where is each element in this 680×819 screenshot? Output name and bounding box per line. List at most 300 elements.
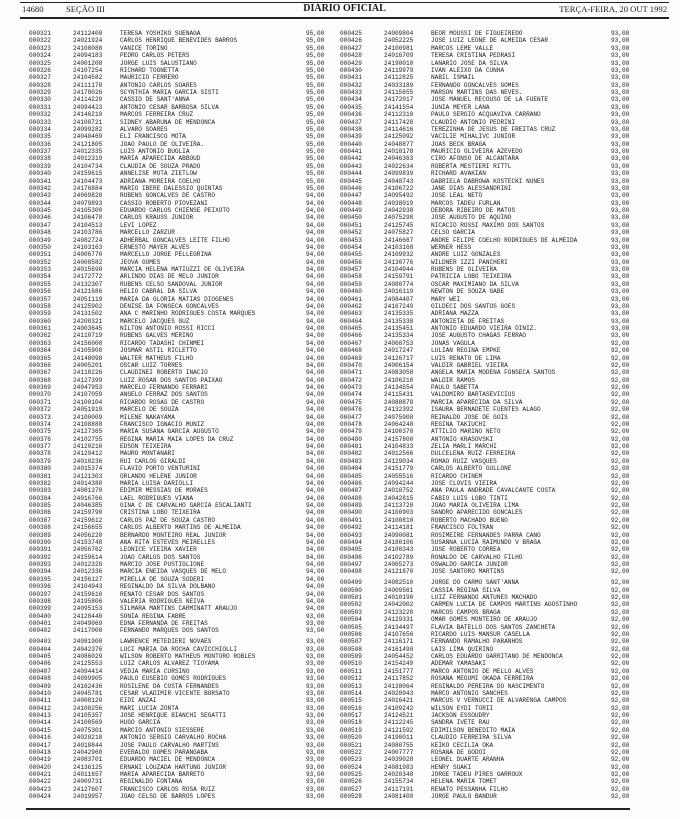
candidate-name: WALDIR RAMOS <box>431 376 475 384</box>
score: 92,00 <box>611 785 630 793</box>
score: 93,00 <box>306 689 325 697</box>
table-row <box>29 384 329 391</box>
score: 95,00 <box>306 44 325 52</box>
sequence-number: 000461 <box>340 295 362 303</box>
score: 92,00 <box>611 347 630 355</box>
registration-number: 24146667 <box>384 236 414 244</box>
table-row <box>29 734 329 741</box>
sequence-number: 000380 <box>29 465 51 473</box>
score: 93,00 <box>611 236 630 244</box>
sequence-number: 000487 <box>340 487 362 495</box>
score: 94,00 <box>306 295 325 303</box>
table-row <box>29 719 329 726</box>
candidate-name: CARMEN LUCIA DE CAMPOS MARTINS AGOSTINHO <box>431 601 578 609</box>
candidate-name: EDSON TEIXEIRA <box>120 443 172 450</box>
table-row <box>29 697 329 704</box>
sequence-number: 000523 <box>340 756 362 764</box>
candidate-name: RUBENS GONCALVES DE CASTRO <box>120 192 216 200</box>
table-row <box>29 683 329 690</box>
sequence-number: 000387 <box>29 516 51 524</box>
candidate-name: LULIAN REGINA EMPKE <box>431 347 501 355</box>
table-row <box>340 82 650 89</box>
registration-number: 24001208 <box>73 59 103 67</box>
sequence-number: 000429 <box>340 59 362 67</box>
registration-number: 24126717 <box>384 354 414 362</box>
registration-number: 24156127 <box>73 575 103 583</box>
sequence-number: 000491 <box>340 516 362 524</box>
table-row <box>29 450 329 457</box>
score: 93,00 <box>306 778 325 786</box>
sequence-number: 000471 <box>340 369 362 377</box>
sequence-number: 000424 <box>29 793 51 801</box>
candidate-name: RUBENS CELSO SANDOVAL JUNIOR <box>120 280 223 288</box>
sequence-number: 000355 <box>29 280 51 288</box>
candidate-name: ANGELO FERRAZ DOS SANTOS <box>120 391 208 399</box>
candidate-name: LUIS RENATO DE LIMA <box>431 354 501 362</box>
registration-number: 24081400 <box>384 793 414 801</box>
score: 94,00 <box>306 457 325 465</box>
registration-number: 24095153 <box>73 605 103 613</box>
sequence-number: 000519 <box>340 726 362 734</box>
candidate-name: LAWRENCE METEDIERI NOVAES <box>120 638 212 646</box>
sequence-number: 000399 <box>29 605 51 613</box>
sequence-number: 000503 <box>340 608 362 616</box>
candidate-name: MARCO ANTONIO DE MELLO ALVES <box>431 667 534 675</box>
registration-number: 24138064 <box>384 682 414 690</box>
table-row <box>340 450 650 457</box>
candidate-name: ANTONIO CESAR BARBOSA SILVA <box>120 103 219 111</box>
score: 94,00 <box>306 354 325 362</box>
table-row <box>29 310 329 317</box>
registration-number: 24154249 <box>384 660 414 668</box>
candidate-name: JOSE CLOVIS VIEIRA <box>431 479 497 487</box>
registration-number: 24129034 <box>384 457 414 465</box>
table-row <box>340 764 650 771</box>
score: 95,00 <box>306 184 325 192</box>
score: 95,00 <box>306 96 325 104</box>
score: 95,00 <box>306 66 325 74</box>
registration-number: 24042960 <box>73 748 103 756</box>
sequence-number: 000476 <box>340 406 362 414</box>
registration-number: 24090081 <box>384 531 414 539</box>
score: 92,00 <box>611 741 630 749</box>
sequence-number: 000497 <box>340 561 362 568</box>
sequence-number: 000430 <box>340 66 362 74</box>
score: 92,00 <box>611 653 630 660</box>
table-row <box>340 155 650 162</box>
score: 94,00 <box>306 376 325 384</box>
registration-number: 24051119 <box>73 295 103 303</box>
score: 92,00 <box>611 339 630 347</box>
candidate-name: DENISE DA FONSECA GONCALVES <box>120 302 219 310</box>
table-row <box>29 487 329 494</box>
sequence-number: 000460 <box>340 288 362 296</box>
candidate-name: ROSIMEIRE FERNANDES PARRA CANO <box>431 531 541 539</box>
score: 94,00 <box>306 302 325 310</box>
score: 93,00 <box>611 103 630 111</box>
table-row <box>29 660 329 667</box>
registration-number: 24146210 <box>73 111 103 119</box>
registration-number: 24107656 <box>384 630 414 638</box>
registration-number: 24105300 <box>73 207 103 214</box>
registration-number: 24114181 <box>384 524 414 532</box>
sequence-number: 000526 <box>340 778 362 786</box>
table-row <box>340 473 650 480</box>
table-row <box>340 690 650 697</box>
registration-number: 24100256 <box>73 704 103 712</box>
candidate-name: PATRICIA LOBO TEIXEIRA <box>431 273 512 281</box>
sequence-number: 000413 <box>29 712 51 719</box>
score: 94,00 <box>306 280 325 288</box>
candidate-name: EDUARDO MACIEL DE MENDONCA <box>120 756 216 764</box>
registration-number: 24016119 <box>384 288 414 296</box>
sequence-number: 000525 <box>340 771 362 778</box>
table-row <box>340 37 650 44</box>
candidate-name: CESAR VLADIMIR VICENTE BORSATO <box>120 689 230 697</box>
registration-number: 24046385 <box>73 502 103 509</box>
score: 92,00 <box>611 660 630 668</box>
sequence-number: 000340 <box>29 170 51 178</box>
table-row <box>29 170 329 177</box>
score: 92,00 <box>611 748 630 756</box>
candidate-name: REINALDO JOSE DE GOIS <box>431 413 508 421</box>
registration-number: 24172772 <box>73 273 103 281</box>
score: 94,00 <box>306 428 325 436</box>
candidate-name: JANE DIAS ALESSANDRINI <box>431 184 512 192</box>
candidate-name: SANDRO APARECIDO GONCALES <box>431 509 523 517</box>
score: 93,00 <box>611 221 630 229</box>
registration-number: 24159615 <box>73 170 103 178</box>
table-row <box>340 458 650 465</box>
candidate-name: TERESA YOSHIKO SUENAGA <box>120 30 201 37</box>
registration-number: 24042815 <box>384 494 414 502</box>
sequence-number: 000457 <box>340 266 362 273</box>
registration-number: 24127607 <box>73 785 103 793</box>
table-row <box>340 734 650 741</box>
table-row <box>29 391 329 398</box>
table-row <box>340 332 650 339</box>
score: 94,00 <box>306 236 325 244</box>
table-row <box>29 576 329 583</box>
candidate-name: CARLOS PAZ DE SOUZA CASTRO <box>120 516 216 524</box>
score: 94,00 <box>306 391 325 399</box>
registration-number: 24009804 <box>384 30 414 37</box>
sequence-number: 000440 <box>340 140 362 148</box>
score: 92,00 <box>611 793 630 801</box>
table-row <box>340 587 650 594</box>
score: 92,00 <box>611 623 630 631</box>
sequence-number: 000329 <box>29 89 51 96</box>
registration-number: 24151777 <box>384 667 414 675</box>
candidate-name: ANTONIETA DE FREITAS <box>431 317 505 325</box>
candidate-name: RICARDO CHINEM <box>431 472 483 480</box>
sequence-number: 000388 <box>29 524 51 532</box>
candidate-name: JOSE SANTORO MARTINS <box>431 568 505 576</box>
table-row <box>340 697 650 704</box>
score: 93,00 <box>306 771 325 778</box>
table-row <box>29 133 329 140</box>
sequence-number: 000454 <box>340 243 362 251</box>
sequence-number: 000414 <box>29 719 51 727</box>
registration-number: 24065273 <box>384 561 414 568</box>
score: 94,00 <box>306 494 325 502</box>
sequence-number: 000368 <box>29 376 51 384</box>
sequence-number: 000468 <box>340 347 362 355</box>
table-row <box>340 111 650 118</box>
score: 92,00 <box>611 586 630 594</box>
registration-number: 24064248 <box>384 420 414 428</box>
candidate-name: LEONICE VIEIRA XAVIER <box>120 546 197 554</box>
table-row <box>29 266 329 273</box>
registration-number: 24102789 <box>384 553 414 561</box>
candidate-name: JONAS VAGULA <box>431 339 475 347</box>
candidate-name: ORLANDO HELENE JUNIOR <box>120 472 197 480</box>
candidate-name: MARIA APARECIDA ABBOUD <box>120 155 201 163</box>
score: 92,00 <box>611 616 630 624</box>
table-row <box>340 428 650 435</box>
sequence-number: 000528 <box>340 793 362 801</box>
table-row <box>29 244 329 251</box>
registration-number: 24094244 <box>384 479 414 487</box>
registration-number: 24104582 <box>73 74 103 82</box>
score: 95,00 <box>306 162 325 170</box>
sequence-number: 000498 <box>340 568 362 576</box>
table-row <box>340 74 650 81</box>
score: 95,00 <box>306 37 325 45</box>
candidate-name: FLAVIA BATELLO DOS SANTOS ZANCHETA <box>431 623 556 631</box>
candidate-name: MARCOS FERREIRA CRUZ <box>120 111 194 119</box>
score: 94,00 <box>306 546 325 554</box>
candidate-name: RICARDO LUIS MANSUR CASELLA <box>431 630 530 638</box>
score: 93,00 <box>611 184 630 192</box>
candidate-name: IVAN ALEIXO DA CUNHA <box>431 66 505 74</box>
registration-number: 24106722 <box>384 184 414 192</box>
registration-number: 24155734 <box>384 778 414 786</box>
sequence-number: 000396 <box>29 583 51 591</box>
score: 94,00 <box>306 192 325 200</box>
sequence-number: 000474 <box>340 391 362 399</box>
sequence-number: 000438 <box>340 125 362 133</box>
table-row <box>340 436 650 443</box>
table-row <box>340 391 650 398</box>
score: 95,00 <box>306 81 325 89</box>
table-row <box>29 646 329 653</box>
score: 94,00 <box>306 332 325 340</box>
sequence-number: 000363 <box>29 339 51 347</box>
table-row <box>340 727 650 734</box>
registration-number: 24038019 <box>384 199 414 207</box>
table-row <box>340 601 650 608</box>
registration-number: 24086029 <box>73 653 103 660</box>
score: 94,00 <box>306 443 325 450</box>
table-row <box>340 594 650 601</box>
registration-number: 24117428 <box>384 118 414 126</box>
candidate-name: ROSANA MEGUMI OKADA FERREIRA <box>431 675 534 683</box>
score: 92,00 <box>611 601 630 609</box>
registration-number: 24159614 <box>73 553 103 561</box>
registration-number: 24110226 <box>73 369 103 377</box>
candidate-name: HUGO GARCIA <box>120 719 161 727</box>
score: 94,00 <box>306 199 325 207</box>
sequence-number: 000500 <box>340 586 362 594</box>
table-row <box>340 163 650 170</box>
right-column-list <box>340 30 650 801</box>
sequence-number: 000484 <box>340 465 362 473</box>
candidate-name: CASSIO DE SANT'ANNA <box>120 96 190 104</box>
candidate-name: LUIZ FERNANDO ANTUNES MACHADO <box>431 594 538 601</box>
sequence-number: 000404 <box>29 645 51 653</box>
table-row <box>340 653 650 660</box>
score: 92,00 <box>611 630 630 638</box>
sequence-number: 000353 <box>29 266 51 273</box>
sequence-number: 000341 <box>29 177 51 185</box>
table-row <box>29 554 329 561</box>
registration-number: 24068753 <box>384 339 414 347</box>
candidate-name: JOSE AUGUSTO CHAGAS FERRAO <box>431 332 527 340</box>
sequence-number: 000406 <box>29 660 51 668</box>
sequence-number: 000504 <box>340 616 362 624</box>
sequence-number: 000390 <box>29 538 51 546</box>
candidate-name: CRISTINA LOBO TEIXEIRA <box>120 509 201 517</box>
registration-number: 24005201 <box>73 361 103 369</box>
table-row <box>340 141 650 148</box>
table-row <box>29 591 329 598</box>
table-row <box>340 237 650 244</box>
registration-number: 24129331 <box>384 616 414 624</box>
score: 93,00 <box>611 111 630 119</box>
score: 94,00 <box>306 325 325 332</box>
registration-number: 24103168 <box>384 243 414 251</box>
candidate-name: GILDECI DOS SANTOS GOES <box>431 302 516 310</box>
table-row <box>29 598 329 605</box>
candidate-name: MARCIO ANTONIO SIESSERE <box>120 726 205 734</box>
sequence-number: 000381 <box>29 472 51 480</box>
candidate-name: CARLOS ALBERTO MARTINS DE ALMEIDA <box>120 524 241 532</box>
registration-number: 24121870 <box>384 568 414 576</box>
candidate-name: CARLOS HENRIQUE BENEVIDES BARROS <box>120 37 238 45</box>
table-row <box>29 67 329 74</box>
candidate-name: MARCO ANTONIO SANCHES <box>431 689 508 697</box>
registration-number: 24117008 <box>73 627 103 635</box>
table-row <box>29 281 329 288</box>
registration-number: 24121303 <box>73 472 103 480</box>
candidate-name: ROSILENE DA COSTA FERNANDES <box>120 682 219 690</box>
candidate-name: CIRO AFONSO DE ALCANTARA <box>431 155 519 163</box>
score: 94,00 <box>306 384 325 391</box>
table-row <box>29 727 329 734</box>
table-row <box>29 273 329 280</box>
table-row <box>29 749 329 756</box>
table-row <box>29 355 329 362</box>
candidate-name: ADHERBAL GONCALVES LEITE FILHO <box>120 236 230 244</box>
table-row <box>340 148 650 155</box>
score: 93,00 <box>306 719 325 727</box>
sequence-number: 000339 <box>29 162 51 170</box>
candidate-name: JORGE PAULO BANDUR <box>431 793 497 801</box>
candidate-name: REGINALDO FONTANA <box>120 778 183 786</box>
sequence-number: 000483 <box>340 457 362 465</box>
registration-number: 24015374 <box>73 465 103 473</box>
registration-number: 24011657 <box>73 771 103 778</box>
sequence-number: 000322 <box>29 37 51 45</box>
registration-number: 24010236 <box>73 457 103 465</box>
table-row <box>340 631 650 638</box>
registration-number: 24081900 <box>73 638 103 646</box>
sequence-number: 000415 <box>29 726 51 734</box>
table-row <box>29 524 329 531</box>
table-row <box>340 229 650 236</box>
sequence-number: 000416 <box>29 734 51 742</box>
table-row <box>340 288 650 295</box>
sequence-number: 000448 <box>340 199 362 207</box>
sequence-number: 000403 <box>29 638 51 646</box>
table-row <box>29 517 329 524</box>
sequence-number: 000425 <box>340 30 362 37</box>
registration-number: 24190011 <box>384 734 414 742</box>
sequence-number: 000493 <box>340 531 362 539</box>
table-row <box>340 509 650 516</box>
candidate-name: JUNIA MEYER LANA <box>431 103 490 111</box>
candidate-name: WERNER HESS <box>431 243 472 251</box>
table-row <box>29 141 329 148</box>
score: 94,00 <box>306 524 325 532</box>
table-row <box>29 82 329 89</box>
score: 94,00 <box>306 516 325 524</box>
table-row <box>340 355 650 362</box>
sequence-number: 000451 <box>340 221 362 229</box>
candidate-name: EDIMIR MESSIAS DE MORAES <box>120 487 208 495</box>
table-row <box>340 222 650 229</box>
table-row <box>340 325 650 332</box>
score: 93,00 <box>306 734 325 742</box>
candidate-name: JORGE LUIS SALUSTIANO <box>120 59 197 67</box>
score: 92,00 <box>611 524 630 532</box>
score: 93,00 <box>306 653 325 660</box>
registration-number: 24180106 <box>384 538 414 546</box>
registration-number: 24127399 <box>73 376 103 384</box>
registration-number: 24121805 <box>73 140 103 148</box>
sequence-number: 000382 <box>29 479 51 487</box>
table-row <box>340 340 650 347</box>
table-row <box>29 786 329 793</box>
sequence-number: 000479 <box>340 428 362 436</box>
table-row <box>29 480 329 487</box>
score: 92,00 <box>611 450 630 458</box>
candidate-name: CELSO GARCIA <box>431 229 475 237</box>
score: 93,00 <box>611 280 630 288</box>
registration-number: 24016709 <box>384 52 414 60</box>
sequence-number: 000371 <box>29 398 51 406</box>
sequence-number: 000499 <box>340 579 362 587</box>
candidate-name: LUIZ ROSAN DOS SANTOS PAIXAO <box>120 376 223 384</box>
table-row <box>29 222 329 229</box>
candidate-name: MARCOS LEME VALLE <box>431 44 494 52</box>
candidate-name: ROBERTA MESTIERI RITTL <box>431 162 512 170</box>
candidate-name: ANA PAULA ANDRADE CAVALCANTE COSTA <box>431 487 556 495</box>
candidate-name: ANNELISE MOTA ZIETLOW <box>120 170 197 178</box>
registration-number: 24159612 <box>73 516 103 524</box>
sequence-number: 000372 <box>29 406 51 414</box>
candidate-name: CARLOS ALBERTO GULLONE <box>431 465 512 473</box>
sequence-number: 000421 <box>29 771 51 778</box>
candidate-name: MARIA LUISA DARIOLLI <box>120 479 194 487</box>
sequence-number: 000412 <box>29 704 51 712</box>
sequence-number: 000423 <box>29 785 51 793</box>
table-row <box>340 310 650 317</box>
candidate-name: ERNANI LOUZADA HARTUNG JUNIOR <box>120 763 227 771</box>
sequence-number: 000335 <box>29 133 51 141</box>
table-row <box>340 200 650 207</box>
